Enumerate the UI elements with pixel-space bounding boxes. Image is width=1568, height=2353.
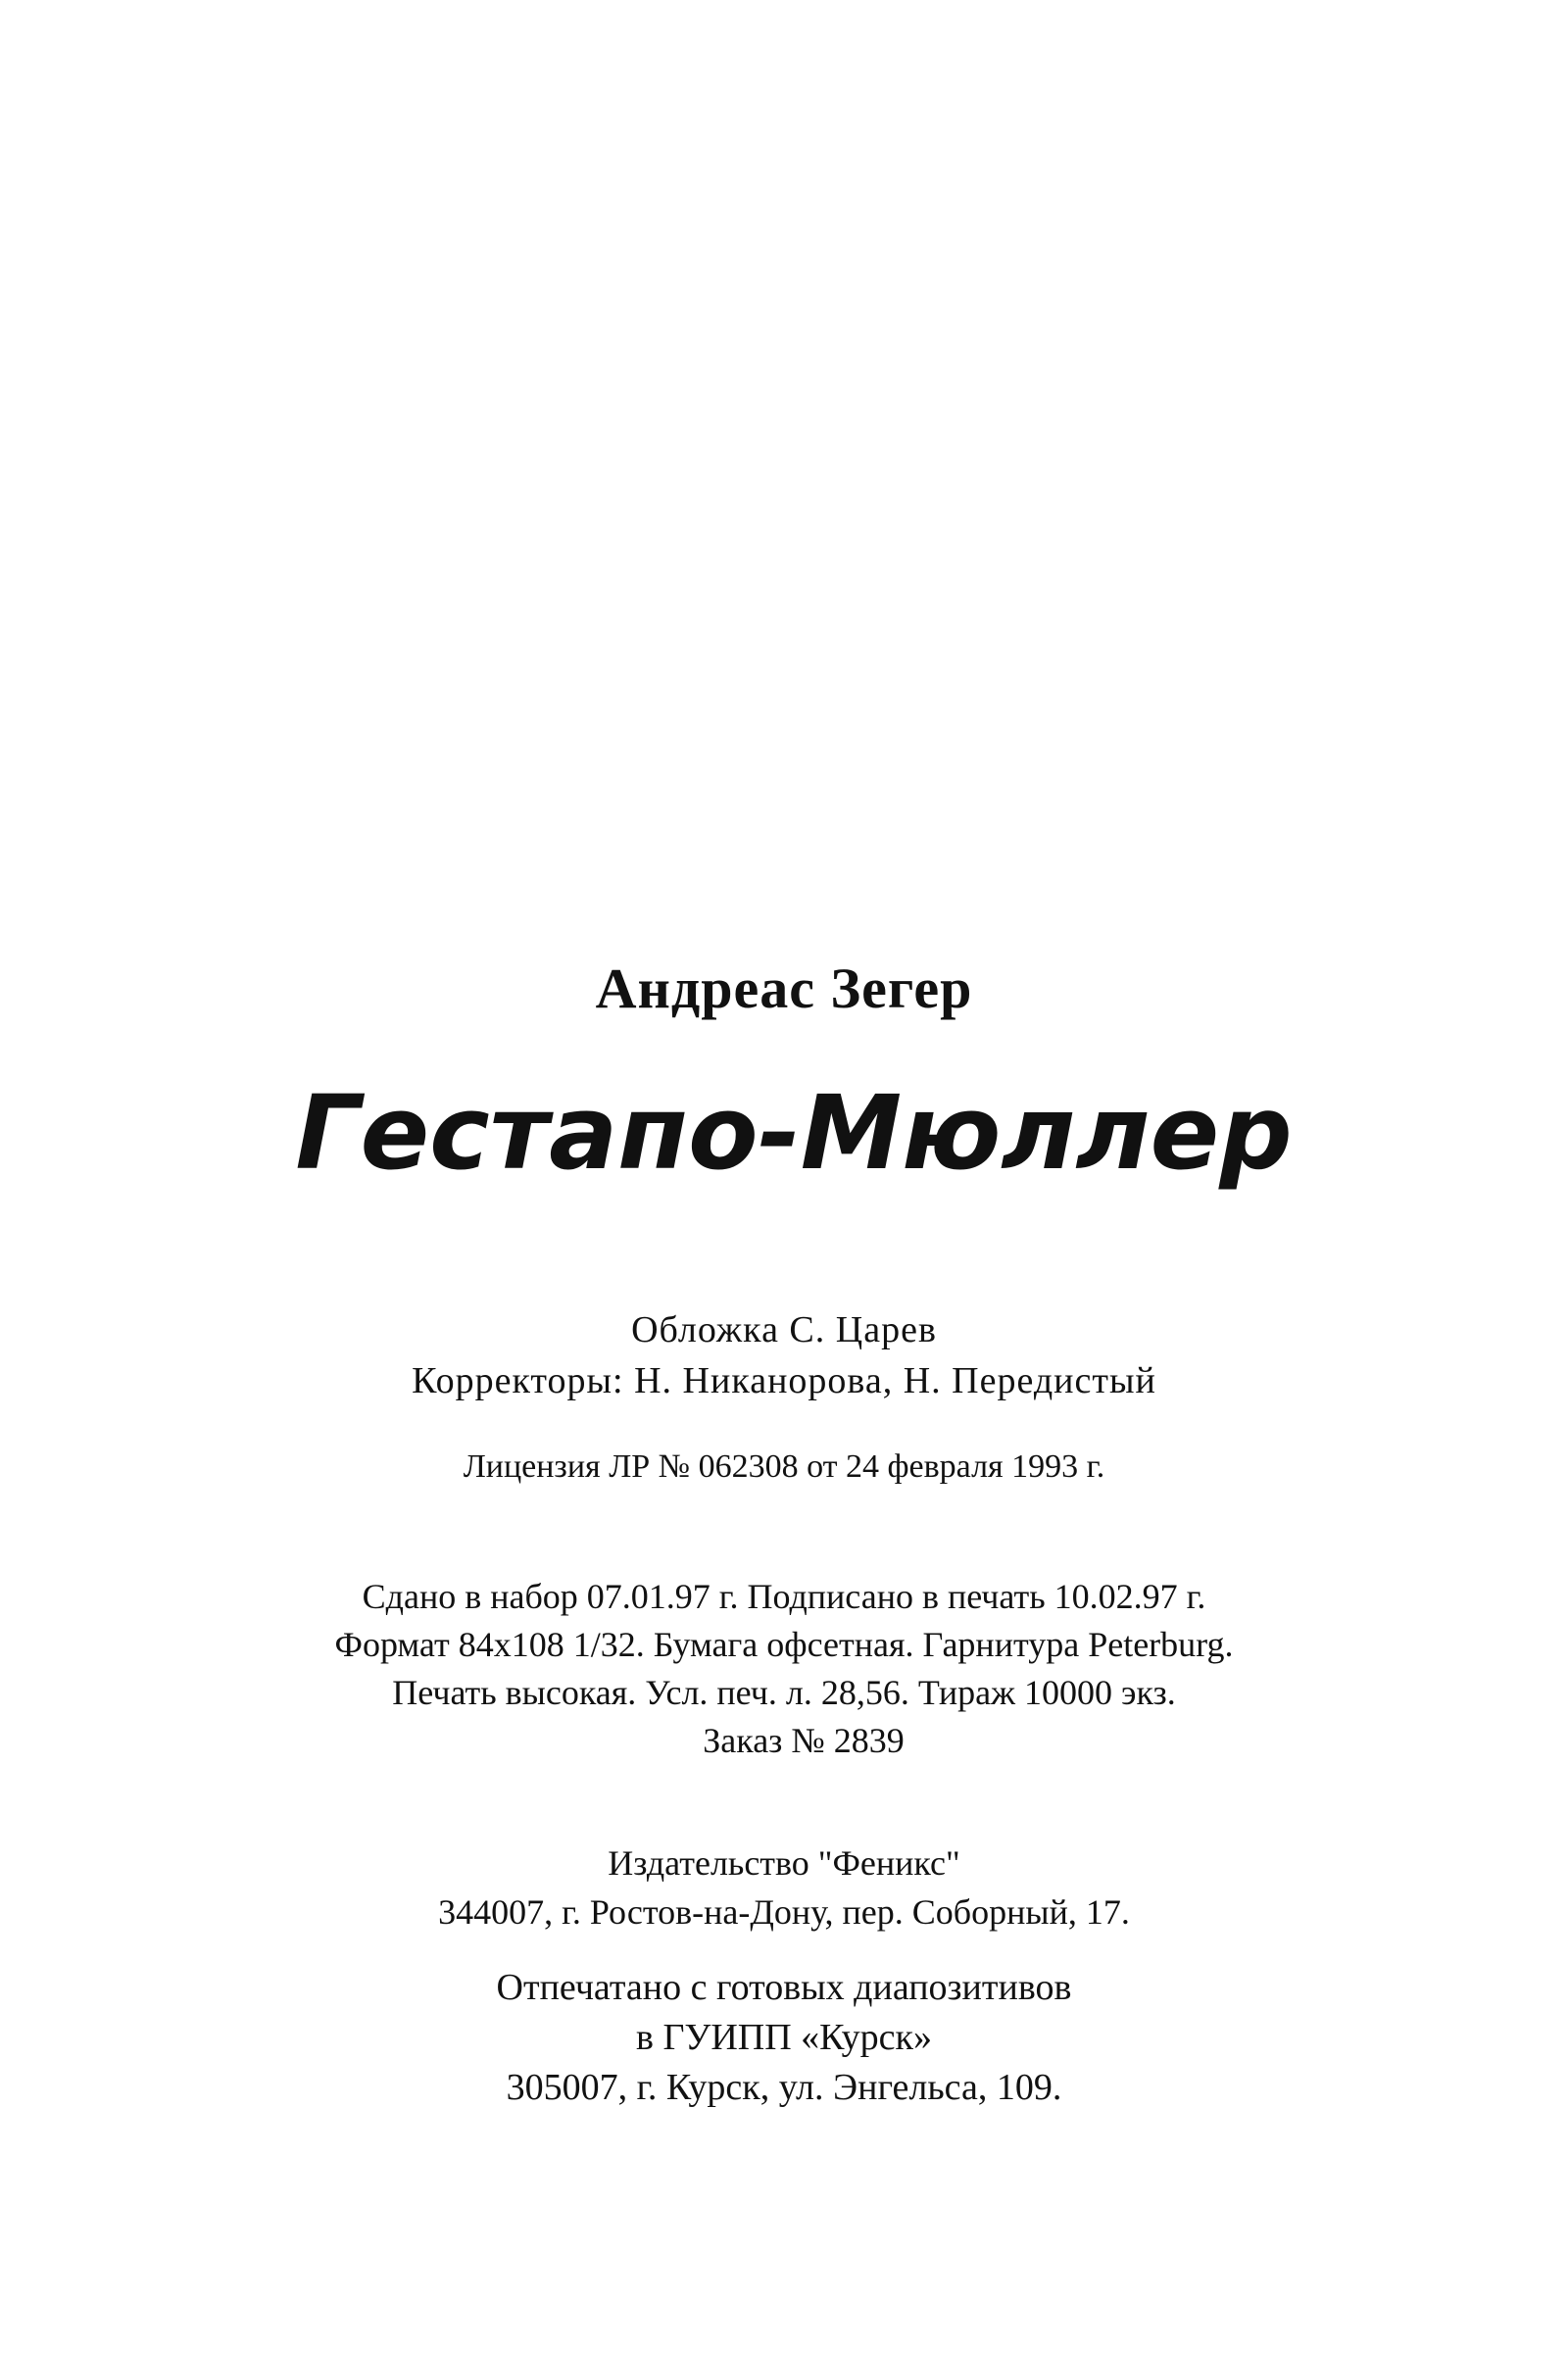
cover-credit: Обложка С. Царев bbox=[631, 1309, 937, 1350]
imprint-typeset-line: Сдано в набор 07.01.97 г. Подписано в печать 10.02.97 г. bbox=[362, 1577, 1206, 1616]
printer-address: 305007, г. Курск, ул. Энгельса, 109. bbox=[506, 2067, 1062, 2108]
author-name: Андреас Зегер bbox=[595, 956, 973, 1020]
book-title: Гестапо-Мюллер bbox=[295, 1073, 1293, 1193]
imprint-order-line: Заказ № 2839 bbox=[703, 1721, 905, 1760]
license-line: Лицензия ЛР № 062308 от 24 февраля 1993 г. bbox=[463, 1448, 1105, 1485]
printer-line-1: Отпечатано с готовых диапозитивов bbox=[496, 1967, 1072, 2008]
imprint-format-line: Формат 84x108 1/32. Бумага офсетная. Гарнитура Peterburg. bbox=[334, 1625, 1234, 1664]
publisher-address: 344007, г. Ростов-на-Дону, пер. Соборный, 17. bbox=[438, 1892, 1130, 1932]
publisher-name: Издательство "Феникс" bbox=[608, 1843, 960, 1883]
correctors-credit: Корректоры: Н. Никанорова, Н. Передистый bbox=[412, 1360, 1156, 1401]
printer-line-2: в ГУИПП «Курск» bbox=[636, 2017, 932, 2058]
imprint-print-line: Печать высокая. Усл. печ. л. 28,56. Тираж 10000 экз. bbox=[392, 1673, 1176, 1712]
